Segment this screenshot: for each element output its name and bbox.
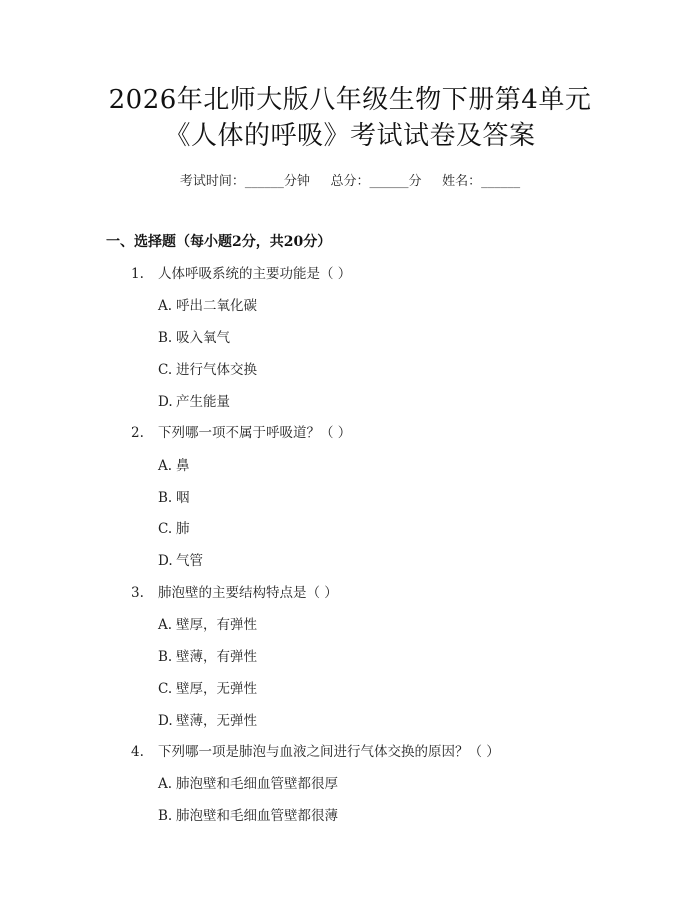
question-1 xyxy=(131,262,351,282)
question-number: 1. xyxy=(131,266,144,282)
question-1-option-a xyxy=(158,294,257,314)
document-title-line-1: 2026年北师大版八年级生物下册第4单元 xyxy=(108,85,592,115)
question-text: 肺泡壁的主要结构特点是（ ） xyxy=(158,585,338,601)
question-2-option-d xyxy=(158,549,203,569)
option-text: 吸入氧气 xyxy=(176,330,230,346)
option-letter: B. xyxy=(158,808,173,824)
option-letter: B. xyxy=(158,649,173,665)
option-text: 进行气体交换 xyxy=(176,362,257,378)
option-letter: B. xyxy=(158,490,173,506)
question-3 xyxy=(131,581,338,601)
question-number: 4. xyxy=(131,744,144,760)
question-2-option-a xyxy=(158,454,190,474)
option-text: 肺 xyxy=(176,521,190,537)
question-1-option-c xyxy=(158,358,257,378)
option-letter: A. xyxy=(158,617,173,633)
exam-meta-line: 考试时间：______分钟 总分：______分 姓名：______ xyxy=(179,174,521,189)
question-1-option-b xyxy=(158,326,230,346)
question-text: 下列哪一项不属于呼吸道？（ ） xyxy=(158,425,352,441)
option-text: 产生能量 xyxy=(176,394,230,410)
question-number: 3. xyxy=(131,585,144,601)
option-text: 呼出二氧化碳 xyxy=(176,298,257,314)
question-3-option-a xyxy=(158,613,257,633)
question-3-option-b xyxy=(158,645,257,665)
question-1-option-d xyxy=(158,390,230,410)
option-text: 咽 xyxy=(176,490,190,506)
question-2 xyxy=(131,421,351,441)
option-letter: A. xyxy=(158,298,173,314)
option-letter: A. xyxy=(158,776,173,792)
question-4-option-b xyxy=(158,804,338,824)
option-text: 壁厚，无弹性 xyxy=(176,681,257,697)
option-text: 肺泡壁和毛细血管壁都很薄 xyxy=(176,808,338,824)
option-letter: A. xyxy=(158,458,173,474)
option-text: 气管 xyxy=(176,553,203,569)
question-4-option-a xyxy=(158,772,338,792)
option-text: 壁厚，有弹性 xyxy=(176,617,257,633)
question-text: 人体呼吸系统的主要功能是（ ） xyxy=(158,266,352,282)
document-title-line-2: 《人体的呼吸》考试试卷及答案 xyxy=(164,121,536,151)
option-text: 鼻 xyxy=(176,458,190,474)
option-letter: D. xyxy=(158,553,173,569)
question-text: 下列哪一项是肺泡与血液之间进行气体交换的原因？（ ） xyxy=(158,744,500,760)
option-letter: C. xyxy=(158,521,173,537)
option-letter: C. xyxy=(158,362,173,378)
option-text: 壁薄，无弹性 xyxy=(176,713,257,729)
option-text: 壁薄，有弹性 xyxy=(176,649,257,665)
option-text: 肺泡壁和毛细血管壁都很厚 xyxy=(176,776,338,792)
option-letter: C. xyxy=(158,681,173,697)
option-letter: B. xyxy=(158,330,173,346)
option-letter: D. xyxy=(158,394,173,410)
section-heading: 一、选择题（每小题2分，共20分） xyxy=(106,234,332,250)
question-3-option-c xyxy=(158,677,257,697)
question-4 xyxy=(131,740,500,760)
question-3-option-d xyxy=(158,709,257,729)
question-number: 2. xyxy=(131,425,144,441)
question-2-option-b xyxy=(158,486,190,506)
question-2-option-c xyxy=(158,517,190,537)
option-letter: D. xyxy=(158,713,173,729)
